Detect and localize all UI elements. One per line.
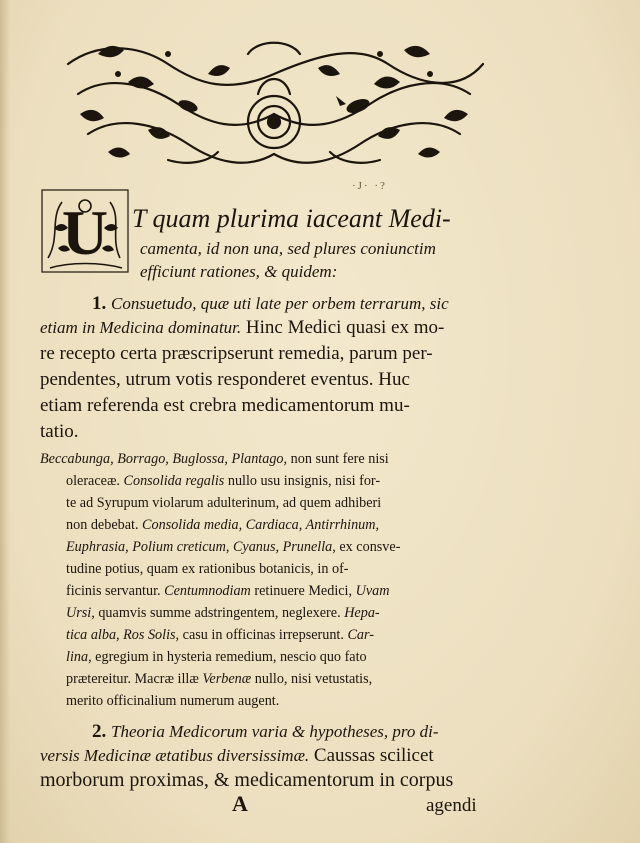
note-line-1-italic: Beccabunga, Borrago, Buglossa, Plantago, bbox=[40, 451, 288, 467]
section-1-line-6: tatio. bbox=[40, 421, 79, 442]
note-line-12: merito officinalium numerum augent. bbox=[66, 693, 280, 709]
note-line-2-a: oleraceæ. bbox=[66, 473, 120, 489]
page-gutter-shadow bbox=[0, 0, 10, 843]
note-line-9-b: casu in officinas irrepserunt. bbox=[182, 627, 344, 643]
note-line-4 bbox=[66, 514, 379, 536]
signature-letter: A bbox=[232, 791, 248, 816]
note-line-9-c: Car- bbox=[347, 627, 374, 643]
note-line-8-c: Hepa- bbox=[344, 605, 380, 621]
note-line-6: tudine potius, quam ex rationibus botanicis, in of- bbox=[66, 561, 349, 577]
section-1-number: 1. bbox=[92, 293, 107, 314]
note-line-8 bbox=[66, 602, 380, 624]
note-line-1-roman: non sunt fere nisi bbox=[290, 451, 389, 467]
section-2-number: 2. bbox=[92, 721, 107, 742]
section-2-heading bbox=[92, 720, 439, 744]
section-1-heading-text: Consuetudo, quæ uti late per orbem terrarum, sic bbox=[111, 294, 449, 313]
opening-line-2: camenta, id non una, sed plures coniunctim bbox=[140, 239, 436, 258]
section-2-heading-text: Theoria Medicorum varia & hypotheses, pro di- bbox=[111, 722, 439, 741]
note-line-8-a: Ursi, bbox=[66, 605, 95, 621]
note-line-2-c: nullo usu insignis, nisi for- bbox=[227, 473, 381, 489]
note-line-10-a: lina, bbox=[66, 649, 92, 665]
note-line-3: te ad Syrupum violarum adulterinum, ad quem adhiberi bbox=[66, 495, 382, 511]
section-1-line-2-roman: Hinc Medici quasi ex mo- bbox=[245, 317, 445, 338]
note-line-2 bbox=[66, 470, 380, 492]
note-line-7-c: retinuere Medici, bbox=[254, 583, 353, 599]
note-line-11-a: prætereitur. Macræ illæ bbox=[66, 671, 199, 687]
note-line-5 bbox=[66, 536, 400, 558]
note-line-1 bbox=[40, 448, 389, 470]
opening-line-3: efficiunt rationes, & quidem: bbox=[140, 262, 338, 281]
initial-letter: U bbox=[61, 197, 109, 268]
note-line-5-a: Euphrasia, Polium creticum, Cyanus, Prunella, bbox=[66, 539, 336, 555]
section-1-line-3: re recepto certa præscripserunt remedia, parum per- bbox=[40, 343, 433, 364]
note-line-9-a: tica alba, Ros Solis, bbox=[66, 627, 180, 643]
opening-line-1: T quam plurima iaceant Medi- bbox=[132, 204, 451, 233]
note-line-4-b: Consolida media, Cardiaca, Antirrhinum, bbox=[142, 517, 380, 533]
section-2-line-3: morborum proximas, & medicamentorum in corpus bbox=[40, 769, 454, 791]
section-2-line-2 bbox=[40, 744, 434, 768]
note-line-8-b: quamvis summe adstringentem, neglexere. bbox=[98, 605, 341, 621]
note-line-7-d: Uvam bbox=[355, 583, 390, 599]
printer-mark: ·J· ·? bbox=[352, 180, 387, 192]
note-line-7 bbox=[66, 580, 390, 602]
section-1-line-5: etiam referenda est crebra medicamentorum mu- bbox=[40, 395, 410, 416]
section-2-line-2-roman: Caussas scilicet bbox=[313, 745, 434, 766]
note-line-11 bbox=[66, 668, 372, 690]
note-line-7-b: Centumnodiam bbox=[164, 583, 251, 599]
note-line-11-c: nullo, nisi vetustatis, bbox=[254, 671, 373, 687]
note-line-2-b: Consolida regalis bbox=[123, 473, 225, 489]
section-2-line-2-italic: versis Medicinæ ætatibus diversissimæ. bbox=[40, 746, 310, 765]
note-line-7-a: ficinis servantur. bbox=[66, 583, 161, 599]
section-1-line-2 bbox=[40, 316, 444, 340]
section-1-heading bbox=[92, 292, 449, 316]
catchword: agendi bbox=[426, 795, 477, 816]
note-line-4-a: non debebat. bbox=[66, 517, 139, 533]
section-1-line-4: pendentes, utrum votis responderet eventus. Huc bbox=[40, 369, 410, 390]
note-line-9 bbox=[66, 624, 374, 646]
note-line-11-b: Verbenæ bbox=[202, 671, 252, 687]
floral-initial-frame-icon bbox=[40, 188, 130, 274]
section-1-line-2-italic: etiam in Medicina dominatur. bbox=[40, 318, 242, 337]
note-line-5-b: ex consve- bbox=[339, 539, 401, 555]
floral-headpiece-icon bbox=[58, 34, 490, 176]
note-line-10-b: egregium in hysteria remedium, nescio quo fato bbox=[95, 649, 367, 665]
note-line-10 bbox=[66, 646, 367, 668]
